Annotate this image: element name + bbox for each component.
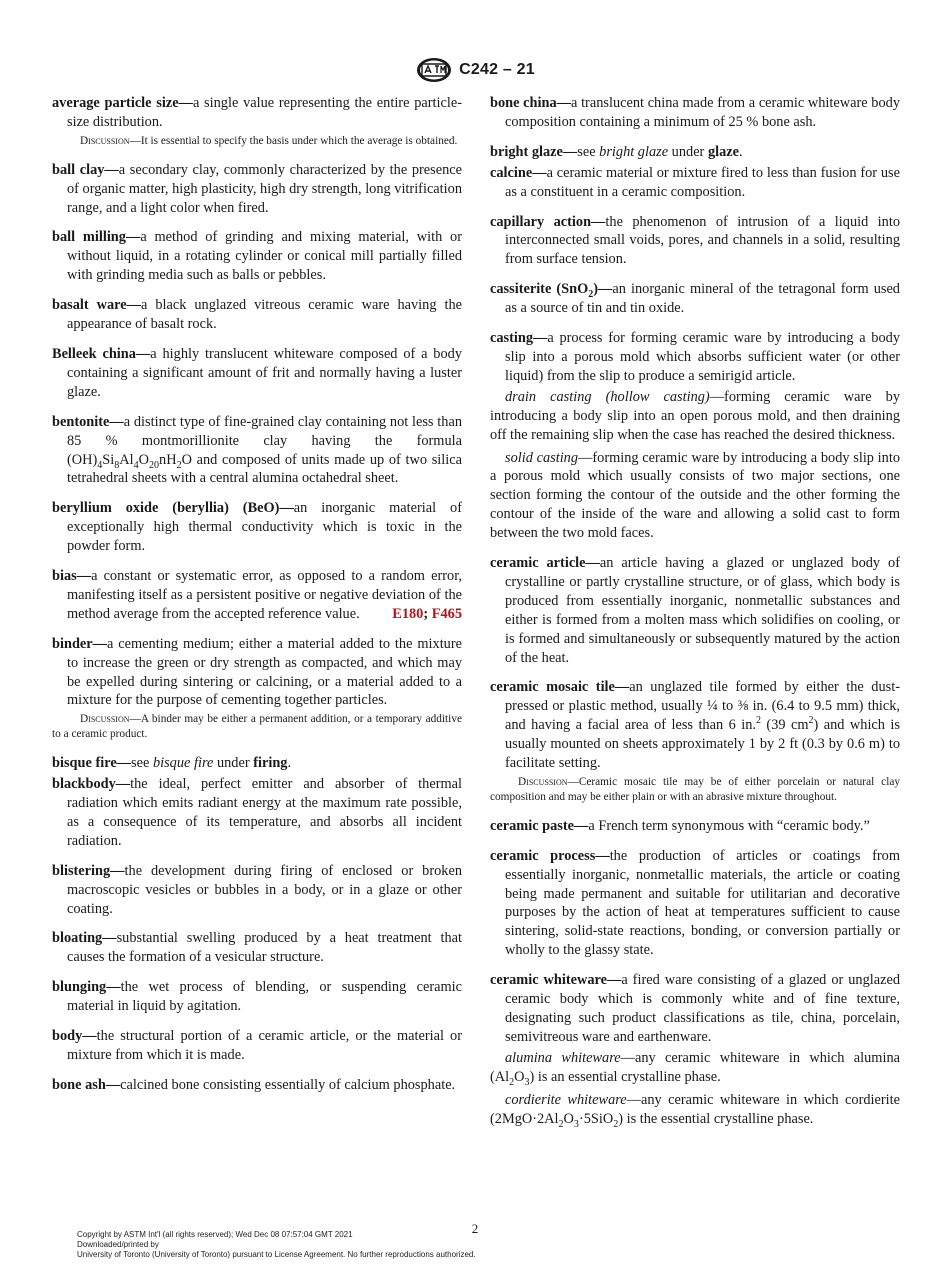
discussion-label: Discussion xyxy=(518,776,568,788)
entry-casting xyxy=(490,329,900,386)
reference-link-f465[interactable]: F465 xyxy=(431,605,462,622)
entry-term: capillary action— xyxy=(490,213,606,230)
entry-beryllium-oxide xyxy=(52,499,462,556)
entry-bentonite xyxy=(52,413,462,489)
discussion-ceramic-mosaic-tile xyxy=(490,775,900,805)
subscript: 4 xyxy=(97,459,103,471)
subscript: 4 xyxy=(133,459,139,471)
subentry-term: alumina whiteware xyxy=(505,1049,621,1066)
entry-term: body— xyxy=(52,1028,97,1045)
entry-term: blunging— xyxy=(52,979,121,996)
subscript: 8 xyxy=(114,459,120,471)
entry-ball-clay xyxy=(52,161,462,218)
under-text: under xyxy=(213,755,254,772)
see-term: bright glaze xyxy=(599,143,669,160)
right-column xyxy=(490,94,900,1139)
discussion-text: —It is essential to specify the basis under which the average is obtained. xyxy=(129,134,458,147)
entry-bias xyxy=(52,567,462,624)
entry-definition: the wet process of blending, or suspending ceramic material in liquid by agitation. xyxy=(67,979,462,1015)
entry-term: casting— xyxy=(490,330,548,347)
entry-bright-glaze xyxy=(490,143,900,162)
entry-definition: a translucent china made from a ceramic whiteware body composition containing a minimum of 25 % bone ash. xyxy=(505,95,900,130)
under-term: firing xyxy=(253,755,288,772)
footer-download-line: Downloaded/printed by xyxy=(77,1240,159,1249)
under-term: glaze xyxy=(707,143,739,160)
entry-ball-milling xyxy=(52,228,462,285)
subentry-alumina-whiteware xyxy=(490,1049,900,1087)
entry-term: ceramic paste— xyxy=(490,817,589,834)
entry-term: calcine— xyxy=(490,164,547,181)
entry-bisque-fire xyxy=(52,754,462,773)
entry-definition: the ideal, perfect emitter and absorber of thermal radiation which emits radiant energy at the maximum rate possible, as a consequence of its temperature, and absorbs all incident radiation. xyxy=(67,776,462,849)
subentry-solid-casting xyxy=(490,449,900,544)
entry-definition: a ceramic material or mixture fired to less than fusion for use as a constituent in a ceramic composition. xyxy=(505,164,900,200)
entry-ceramic-mosaic-tile xyxy=(490,678,900,773)
subscript: 3 xyxy=(524,1076,530,1088)
see-text: see xyxy=(577,143,600,160)
subentry-term: cordierite whiteware xyxy=(505,1091,627,1108)
subentry-term: solid casting xyxy=(505,449,579,466)
formula-part: nH xyxy=(159,451,177,468)
entry-definition-cont: ) and which is usually mounted on sheets approximately 1 by 2 ft (0.3 by 0.6 m) to facilitate setting. xyxy=(505,717,900,772)
entry-capillary-action xyxy=(490,213,900,270)
entry-term: bisque fire— xyxy=(52,755,132,772)
page-header xyxy=(0,56,950,84)
page-number: 2 xyxy=(471,1221,479,1236)
entry-ceramic-article xyxy=(490,554,900,667)
entry-definition: a single value representing the entire particle-size distribution. xyxy=(67,95,462,130)
entry-body xyxy=(52,1027,462,1065)
subscript: 2 xyxy=(613,1118,619,1130)
entry-definition: a distinct type of fine-grained clay containing not less than 85 % montmorillionite clay having the formula (OH) xyxy=(67,413,462,468)
entry-blunging xyxy=(52,978,462,1016)
entry-definition: a cementing medium; either a material added to the mixture to increase the green or dry strength as compacted, and which may be expelled during sintering or calcining, or a material added to a mixture for the purpose of cementing together particles. xyxy=(67,635,462,709)
entry-term: blackbody— xyxy=(52,776,131,793)
period: . xyxy=(739,143,743,160)
entry-definition-cont: (39 cm xyxy=(760,717,809,734)
superscript: 2 xyxy=(808,715,814,727)
see-text: see xyxy=(131,755,153,772)
entry-definition: an inorganic mineral of the tetragonal form used as a source of tin and tin oxide. xyxy=(505,281,900,317)
subscript: 2 xyxy=(509,1076,515,1088)
subentry-drain-casting xyxy=(490,388,900,445)
reference-link-e180[interactable]: E180 xyxy=(392,605,424,622)
subscript: 20 xyxy=(149,459,160,471)
entry-basalt-ware xyxy=(52,296,462,334)
entry-definition: an article having a glazed or unglazed body of crystalline or partly crystalline structure, or of glass, which body is produced from essentially inorganic, nonmetallic substances and either is formed from a molten mass which solidifies on cooling, or is formed and simultaneously or subsequently matured by the action of the heat. xyxy=(505,555,900,666)
entry-term: ceramic mosaic tile— xyxy=(490,679,630,696)
entry-ceramic-process xyxy=(490,847,900,960)
entry-ceramic-paste xyxy=(490,817,900,836)
entry-term: binder— xyxy=(52,635,107,652)
entry-term: ceramic process— xyxy=(490,847,610,864)
superscript: 2 xyxy=(755,715,761,727)
entry-definition: the structural portion of a ceramic article, or the material or mixture from which it is made. xyxy=(67,1028,462,1063)
subentry-definition: —any ceramic whiteware in which cordierite (2MgO·2Al xyxy=(490,1091,900,1127)
entry-blackbody xyxy=(52,775,462,851)
entry-term: ceramic whiteware— xyxy=(490,972,622,989)
discussion-average-particle-size xyxy=(52,134,462,149)
entry-calcine xyxy=(490,164,900,202)
subentry-cordierite-whiteware xyxy=(490,1091,900,1129)
entry-term: beryllium oxide (beryllia) (BeO)— xyxy=(52,500,294,517)
entry-term: bright glaze— xyxy=(490,143,578,160)
entry-term: ball clay— xyxy=(52,161,119,178)
entry-definition: the phenomenon of intrusion of a liquid into interconnected small voids, pores, and channels in a solid, resulting from surface tension. xyxy=(505,213,900,268)
entry-definition-cont: O and composed of units made up of two silica tetrahedral sheets with a central alumina octahedral sheet. xyxy=(67,451,462,487)
under-text: under xyxy=(668,143,708,160)
standard-designation: C242 – 21 xyxy=(459,61,535,78)
entry-cassiterite xyxy=(490,280,900,318)
reference-links xyxy=(392,605,462,624)
entry-term: Belleek china— xyxy=(52,345,151,362)
entry-ceramic-whiteware xyxy=(490,971,900,1047)
entry-term: bone china— xyxy=(490,95,572,111)
entry-definition: an inorganic material of exceptionally high thermal conductivity which is toxic in the powder form. xyxy=(67,500,462,555)
discussion-label: Discussion xyxy=(80,134,130,147)
entry-term: average particle size— xyxy=(52,95,193,111)
formula-part: Si xyxy=(102,451,115,468)
period: . xyxy=(287,755,292,772)
entry-definition: the production of articles or coatings from essentially inorganic, nonmetallic materials, the article or coating being made permanent and suitable for utilitarian and decorative purposes by the action of heat at temperatures sufficient to cause sintering, solid-state reactions, bonding, or conversion partially or wholly to the glassy state. xyxy=(505,847,900,959)
entry-bone-china xyxy=(490,94,900,132)
entry-term: basalt ware— xyxy=(52,297,141,314)
discussion-text: —A binder may be either a permanent addition, or a temporary additive to a ceramic product. xyxy=(52,713,462,741)
formula-part: ·5SiO xyxy=(578,1110,614,1127)
entry-definition: a fired ware consisting of a glazed or unglazed ceramic body which is commonly white and of fine texture, designating such product classifications as tile, china, porcelain, semivitreous ware and earthenware. xyxy=(505,972,900,1045)
entry-blistering xyxy=(52,862,462,919)
entry-term: blistering— xyxy=(52,862,125,879)
entry-bloating xyxy=(52,929,462,967)
subentry-definition: —forming ceramic ware by introducing a body slip into an open porous mold, and then draining off the remaining slip when the case has reached the desired thickness. xyxy=(490,388,900,443)
subscript: 2 xyxy=(588,289,594,301)
entry-binder xyxy=(52,635,462,711)
subscript: 3 xyxy=(573,1118,579,1130)
entry-term: ceramic article— xyxy=(490,555,600,572)
entry-definition: substantial swelling produced by a heat treatment that causes the formation of a vesicular structure. xyxy=(67,930,462,966)
entry-term: bentonite— xyxy=(52,413,124,430)
subentry-definition: —forming ceramic ware by introducing a body slip into a porous mold which usually consists of two major sections, one section forming the contour of the outside and the other forming the contour of the inside of the ware and allowing a solid cast to form between the two mold faces. xyxy=(490,449,900,542)
subscript: 2 xyxy=(176,459,182,471)
formula-part: O xyxy=(514,1068,525,1085)
left-column xyxy=(52,94,462,1106)
entry-term: ball milling— xyxy=(52,229,141,246)
formula-part: Al xyxy=(119,451,134,468)
subentry-term: drain casting (hollow casting) xyxy=(505,388,710,405)
entry-definition: a secondary clay, commonly characterized by the presence of organic matter, high plasticity, high dry strength, long vitrification range, and a light color when fired. xyxy=(67,161,462,216)
entry-definition: a black unglazed vitreous ceramic ware having the appearance of basalt rock. xyxy=(67,297,462,333)
entry-term: bias— xyxy=(52,568,92,585)
entry-belleek-china xyxy=(52,345,462,402)
copyright-footer xyxy=(77,1230,677,1260)
entry-bone-ash xyxy=(52,1076,462,1095)
formula-part: O xyxy=(563,1110,574,1127)
entry-definition: a highly translucent whiteware composed of a body containing a significant amount of frit and normally having a luster glaze. xyxy=(67,345,462,400)
term-part: cassiterite (SnO xyxy=(490,281,589,298)
entry-term: bloating— xyxy=(52,930,117,947)
entry-term: bone ash— xyxy=(52,1076,121,1093)
entry-definition: an unglazed tile formed by either the dust-pressed or plastic method, usually ¼ to ⅜ in. (6.4 to 9.5 mm) thick, and having a facial area of less than 6 in. xyxy=(505,679,900,734)
entry-average-particle-size xyxy=(52,94,462,132)
entry-definition: the development during firing of enclosed or broken macroscopic vesicles or bubbles in a body, or in a glaze or other coating. xyxy=(67,862,462,917)
entry-definition: a method of grinding and mixing material, with or without liquid, in a rotating cylinder or conical mill partially filled with grinding media such as balls or pebbles. xyxy=(67,229,463,284)
subentry-definition-cont: ) is the essential crystalline phase. xyxy=(618,1110,814,1127)
subentry-definition-cont: ) is an essential crystalline phase. xyxy=(529,1068,721,1085)
formula-part: O xyxy=(138,451,149,468)
footer-copyright-line: Copyright by ASTM Int'l (all rights reserved); Wed Dec 08 07:57:04 GMT 2021 xyxy=(77,1230,353,1239)
subentry-definition: —any ceramic whiteware in which alumina (Al xyxy=(490,1049,900,1085)
astm-logo-icon xyxy=(415,57,453,83)
entry-definition: a constant or systematic error, as opposed to a random error, manifesting itself as a persistent positive or negative deviation of the method average from the accepted reference value. xyxy=(67,568,462,622)
entry-definition: a process for forming ceramic ware by introducing a body slip into a porous mold which absorbs sufficient water (or other liquid) from the slip to produce a semirigid article. xyxy=(505,330,900,384)
reference-separator: ; xyxy=(423,605,429,622)
discussion-label: Discussion xyxy=(80,713,130,726)
term-part: )— xyxy=(593,281,613,298)
entry-definition: a French term synonymous with “ceramic body.” xyxy=(588,817,870,834)
discussion-text: —Ceramic mosaic tile may be of either porcelain or natural clay composition and may be either plain or with an abrasive mixture throughout. xyxy=(490,776,900,803)
entry-definition: calcined bone consisting essentially of calcium phosphate. xyxy=(120,1076,456,1093)
entry-term xyxy=(490,281,613,301)
subscript: 2 xyxy=(558,1118,564,1130)
see-term: bisque fire xyxy=(152,755,214,772)
footer-license-line: University of Toronto (University of Toronto) pursuant to License Agreement. No further reproductions authorized. xyxy=(77,1250,476,1259)
discussion-binder xyxy=(52,712,462,742)
